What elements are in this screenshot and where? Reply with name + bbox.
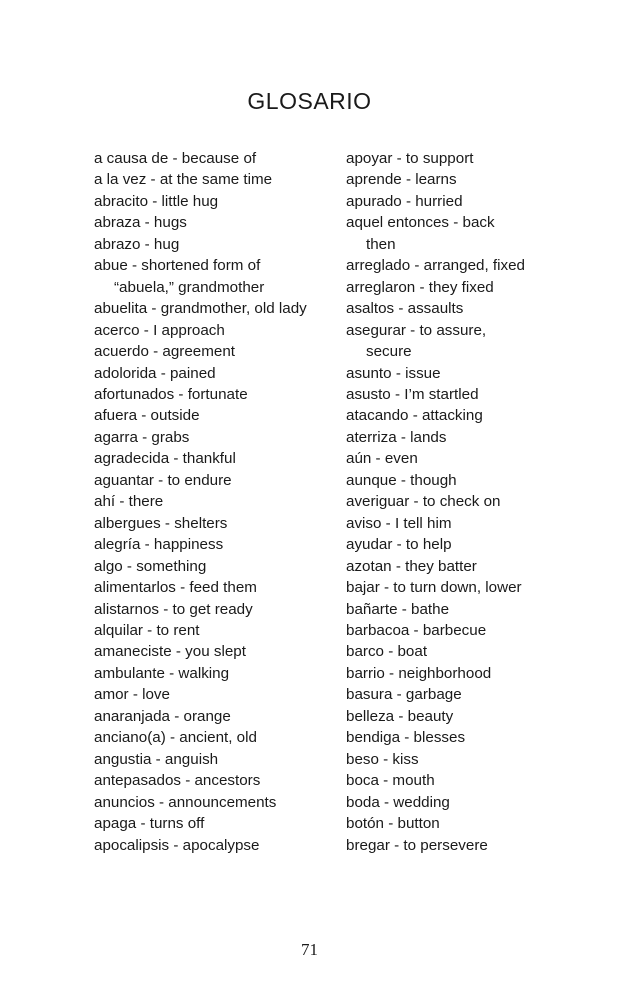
glossary-entry: belleza - beauty [346,707,454,725]
glossary-entry: anaranjada - orange [94,707,231,725]
glossary-entry: abue - shortened form of “abuela,” grandmother [94,257,265,296]
page-number: 71 [301,940,318,959]
glossary-entry: agradecida - thankful [94,450,236,468]
glossary-entry: amaneciste - you slept [94,643,246,661]
glossary-entry: barco - boat [346,643,428,661]
glossary-entry: albergues - shelters [94,514,228,532]
glossary-entry: botón - button [346,815,440,833]
glossary-entry: alquilar - to rent [94,621,200,639]
glossary-entry: asusto - I’m startled [346,385,479,403]
glossary-entry: atacando - attacking [346,407,483,425]
glossary-entry: bregar - to persevere [346,836,488,854]
glossary-entry: agarra - grabs [94,428,190,446]
glossary-entry: alegría - happiness [94,536,224,554]
page-title: GLOSARIO [247,88,372,114]
glossary-entry: ahí - there [94,493,164,511]
glossary-entry: asunto - issue [346,364,441,382]
glossary-entry: anciano(a) - ancient, old [94,729,257,747]
glossary-entry: averiguar - to check on [346,493,501,511]
glossary-entry: apurado - hurried [346,192,463,210]
glossary-entry: apaga - turns off [94,815,205,833]
glossary-entry: acuerdo - agreement [94,343,235,361]
glossary-entry: aún - even [346,450,418,468]
glossary-column-right [346,148,526,856]
glossary-entry: apocalipsis - apocalypse [94,836,260,854]
glossary-entry: barrio - neighborhood [346,664,492,682]
glossary-entry: bendiga - blesses [346,729,466,747]
glossary-entry: aprende - learns [346,171,457,189]
glossary-entry: bañarte - bathe [346,600,450,618]
glossary-entry: abraza - hugs [94,214,187,232]
glossary-entry: amor - love [94,686,170,704]
glossary-entry: abrazo - hug [94,235,180,253]
glossary-entry: aviso - I tell him [346,514,452,532]
glossary-entry: afortunados - fortunate [94,385,248,403]
glossary-entry: ambulante - walking [94,664,230,682]
glossary-entry: barbacoa - barbecue [346,621,487,639]
glossary-entry: ayudar - to help [346,536,452,554]
glossary-entry: arreglado - arranged, fixed [346,257,525,275]
glossary-entry: aterriza - lands [346,428,447,446]
glossary-entry: arreglaron - they fixed [346,278,494,296]
glossary-entry: a causa de - because of [94,150,257,167]
glossary-entry: abracito - little hug [94,192,219,210]
glossary-entry: asaltos - assaults [346,300,464,318]
glossary-entry: acerco - I approach [94,321,225,339]
glossary-entry: aunque - though [346,471,457,489]
glossary-entry: bajar - to turn down, lower [346,579,522,597]
glossary-entry: anuncios - announcements [94,793,277,811]
glossary-column-left [94,148,324,856]
glossary-entry: apoyar - to support [346,150,474,167]
glossary-entry: abuelita - grandmother, old lady [94,300,307,318]
glossary-entry: azotan - they batter [346,557,477,575]
glossary-entry: alimentarlos - feed them [94,579,257,597]
glossary-entry: aquel entonces - back then [346,214,495,253]
glossary-entry: boca - mouth [346,772,435,790]
glossary-entry: adolorida - pained [94,364,216,382]
glossary-entry: boda - wedding [346,793,450,811]
glossary-entry: aguantar - to endure [94,471,232,489]
glossary-entry: antepasados - ancestors [94,772,261,790]
glossary-entry: alistarnos - to get ready [94,600,253,618]
glossary-entry: algo - something [94,557,207,575]
glossary-entry: angustia - anguish [94,750,219,768]
glossary-entry: basura - garbage [346,686,462,704]
glossary-entry: a la vez - at the same time [94,171,273,189]
glossary-entry: beso - kiss [346,750,419,768]
glossary-entry: afuera - outside [94,407,200,425]
glossary-entry: asegurar - to assure, secure [346,321,487,361]
